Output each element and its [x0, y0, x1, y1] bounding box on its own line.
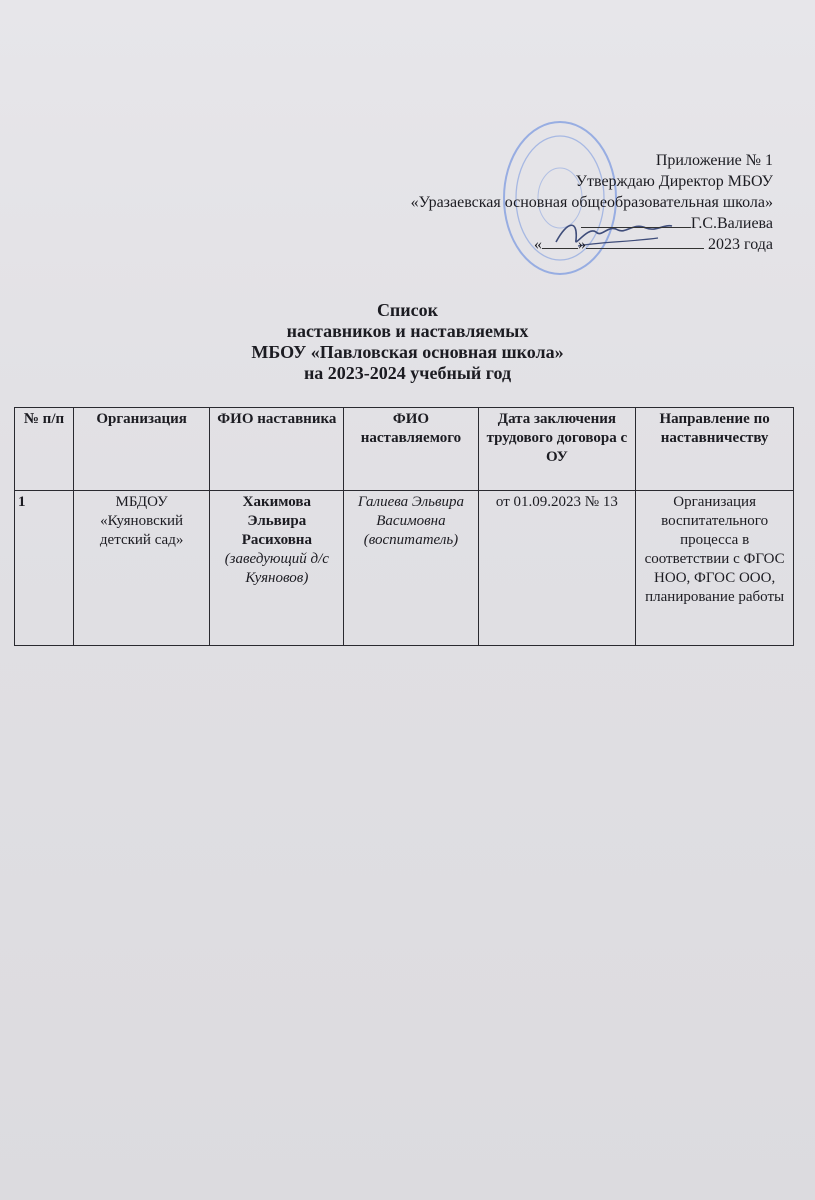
title-line-3: МБОУ «Павловская основная школа» [251, 342, 564, 362]
title-line-2: наставников и наставляемых [286, 321, 529, 341]
table-row [15, 491, 794, 646]
cell-direction: Организация воспитательного процесса в соответствии с ФГОС НОО, ФГОС ООО, планирование работы [636, 491, 794, 646]
header-num: № п/п [15, 408, 74, 491]
document-title [0, 300, 815, 384]
approval-block [411, 150, 773, 255]
mentee-role: (воспитатель) [363, 532, 459, 548]
mentor-role: (заведующий д/с Куяновов) [224, 551, 329, 586]
appendix-label: Приложение № 1 [655, 152, 773, 169]
date-open-quote: « [534, 236, 543, 253]
table-header-row [15, 408, 794, 491]
cell-org: МБДОУ «Куяновский детский сад» [74, 491, 210, 646]
header-mentor: ФИО наставника [210, 408, 344, 491]
date-close-quote: » [578, 236, 587, 253]
cell-mentee [344, 491, 478, 646]
mentor-name: Хакимова Эльвира Расиховна [241, 494, 312, 548]
cell-num: 1 [15, 491, 74, 646]
title-line-1: Список [376, 300, 439, 320]
director-name: Г.С.Валиева [690, 215, 773, 232]
title-line-4: на 2023-2024 учебный год [303, 363, 512, 383]
header-org: Организация [74, 408, 210, 491]
cell-mentor [210, 491, 344, 646]
approval-date [411, 234, 773, 255]
date-suffix: 2023 года [708, 236, 773, 253]
cell-date: от 01.09.2023 № 13 [478, 491, 636, 646]
director-signature-line [411, 213, 773, 234]
header-mentee: ФИО наставляемого [344, 408, 478, 491]
header-direction: Направление по наставничеству [636, 408, 794, 491]
header-date: Дата заключения трудового договора с ОУ [478, 408, 636, 491]
mentee-name: Галиева Эльвира Васимовна [357, 494, 465, 529]
school-name: «Уразаевская основная общеобразовательная школа» [410, 194, 773, 211]
approve-line: Утверждаю Директор МБОУ [575, 173, 773, 190]
mentors-table [14, 407, 794, 646]
